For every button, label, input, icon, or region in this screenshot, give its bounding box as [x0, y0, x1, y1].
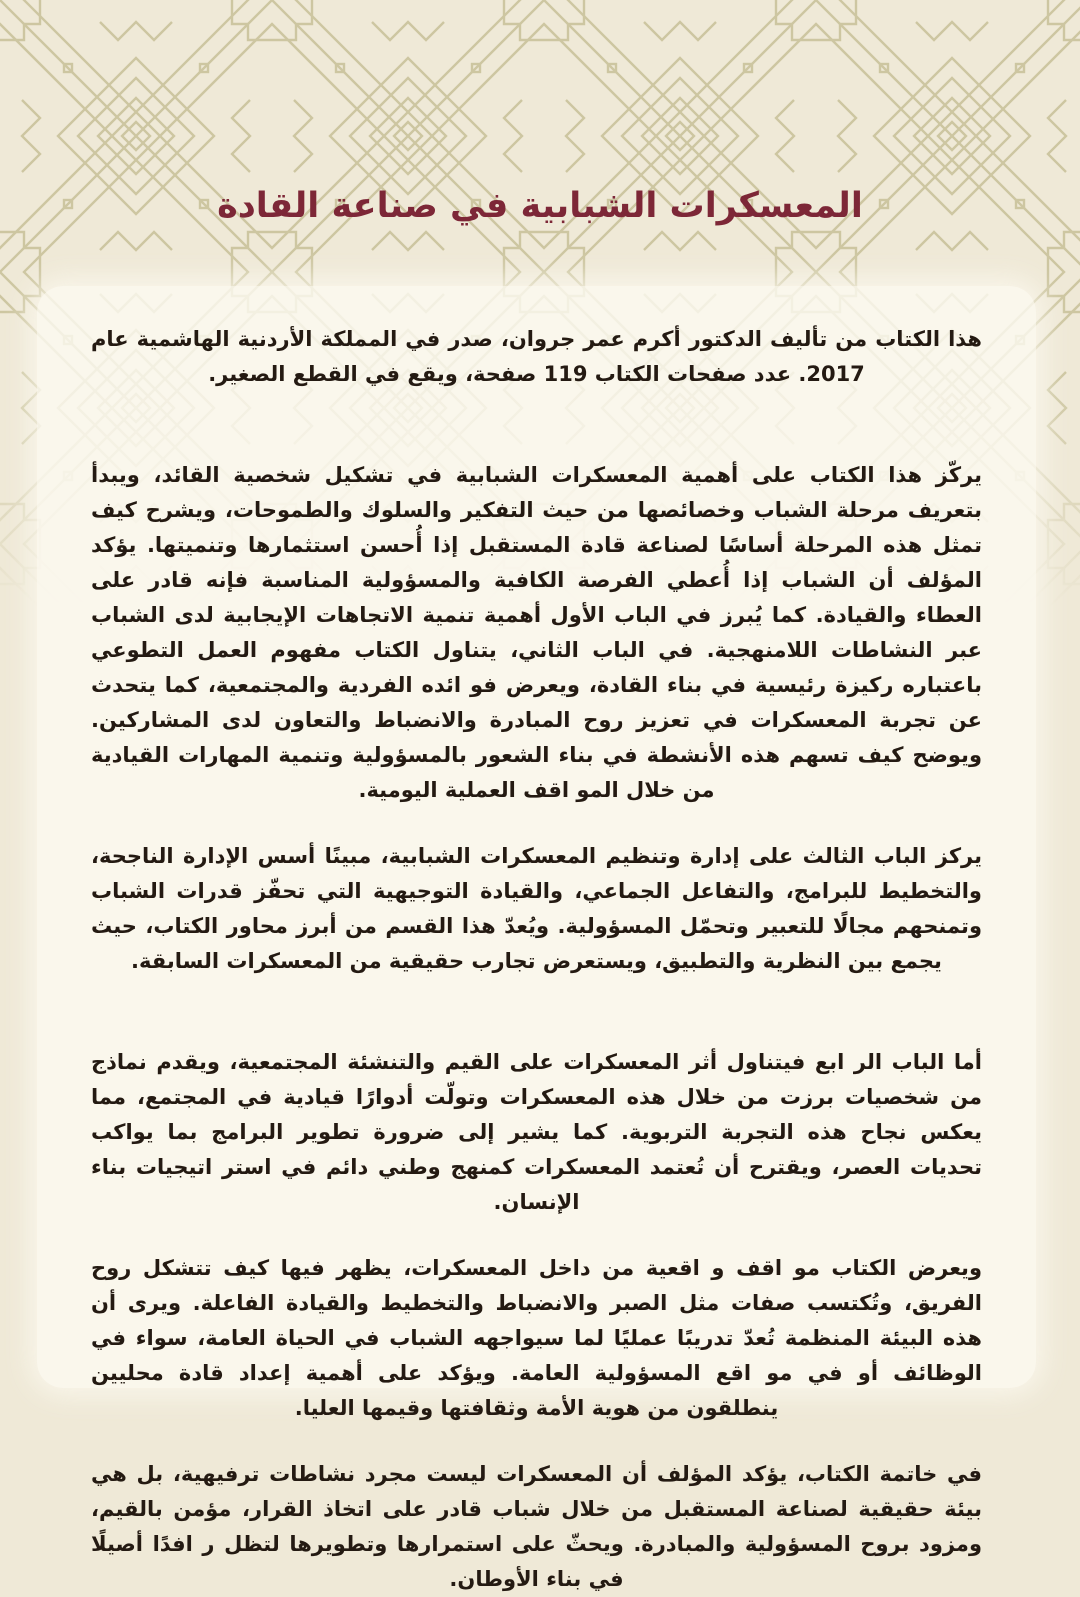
body-paragraph-chapter-3: يركز الباب الثالث على إدارة وتنظيم المعسكرات الشبابية، مبينًا أسس الإدارة الناجحة، والتخطيط للبرامج، والتفاعل الجماعي، والقيادة التوجيهية التي تحفّز قدرات الشباب وتمنحهم مجالًا للتعبير وتحمّل المسؤولية. ويُعدّ هذا القسم من أبرز محاور الكتاب، حيث يجمع بين النظرية والتطبيق، ويستعرض تجارب حقيقية من المعسكرات السابقة. — [91, 844, 982, 973]
body-paragraph-chapters-1-2: يركّز هذا الكتاب على أهمية المعسكرات الشبابية في تشكيل شخصية القائد، ويبدأ بتعريف مرحلة الشباب وخصائصها من حيث التفكير والسلوك والطموحات، ويشرح كيف تمثل هذه المرحلة أساسًا لصناعة قادة المستقبل إذا أُحسن استثمارها وتنميتها. يؤكد المؤلف أن الشباب إذا أُعطي الفرصة الكافية والمسؤولية المناسبة فإنه قادر على العطاء والقيادة. كما يُبرز في الباب الأول أهمية تنمية الاتجاهات الإيجابية لدى الشباب عبر النشاطات اللامنهجية. في الباب الثاني، يتناول الكتاب مفهوم العمل التطوعي باعتباره ركيزة رئيسية في بناء القادة، ويعرض فو ائده الفردية والمجتمعية، كما يتحدث عن تجربة المعسكرات في تعزيز روح المبادرة والانضباط والتعاون لدى المشاركين. ويوضح كيف تسهم هذه الأنشطة في بناء الشعور بالمسؤولية وتنمية المهارات القيادية من خلال المو اقف العملية اليومية. — [91, 463, 982, 802]
content-panel — [37, 286, 1036, 1591]
body-paragraph-chapter-4: أما الباب الر ابع فيتناول أثر المعسكرات على القيم والتنشئة المجتمعية، ويقدم نماذج من شخصيات برزت من خلال هذه المعسكرات وتولّت أدوارًا قيادية في المجتمع، مما يعكس نجاح هذه التجربة التربوية. كما يشير إلى ضرورة تطوير البرامج بما يواكب تحديات العصر، ويقترح أن تُعتمد المعسكرات كمنهج وطني دائم في استر اتيجيات بناء الإنسان. — [91, 1050, 982, 1214]
body-paragraph-intro: هذا الكتاب من تأليف الدكتور أكرم عمر جروان، صدر في المملكة الأردنية الهاشمية عام 2017. عدد صفحات الكتاب 119 صفحة، ويقع في القطع الصغير. — [91, 327, 982, 386]
page-title: المعسكرات الشبابية في صناعة القادة — [217, 186, 863, 226]
body-paragraph-conclusion: في خاتمة الكتاب، يؤكد المؤلف أن المعسكرات ليست مجرد نشاطات ترفيهية، بل هي بيئة حقيقية لصناعة المستقبل من خلال شباب قادر على اتخاذ القرار، مؤمن بالقيم، ومزود بروح المسؤولية والمبادرة. ويحثّ على استمرارها وتطويرها لتظل ر افدًا أصيلًا في بناء الأوطان. — [91, 1462, 982, 1591]
body-paragraph-examples: ويعرض الكتاب مو اقف و اقعية من داخل المعسكرات، يظهر فيها كيف تتشكل روح الفريق، وتُكتسب صفات مثل الصبر والانضباط والتخطيط والقيادة الفاعلة. ويرى أن هذه البيئة المنظمة تُعدّ تدريبًا عمليًا لما سيواجهه الشباب في الحياة العامة، سواء في الوظائف أو في مو اقع المسؤولية العامة. ويؤكد على أهمية إعداد قادة محليين ينطلقون من هوية الأمة وثقافتها وقيمها العليا. — [91, 1256, 982, 1420]
